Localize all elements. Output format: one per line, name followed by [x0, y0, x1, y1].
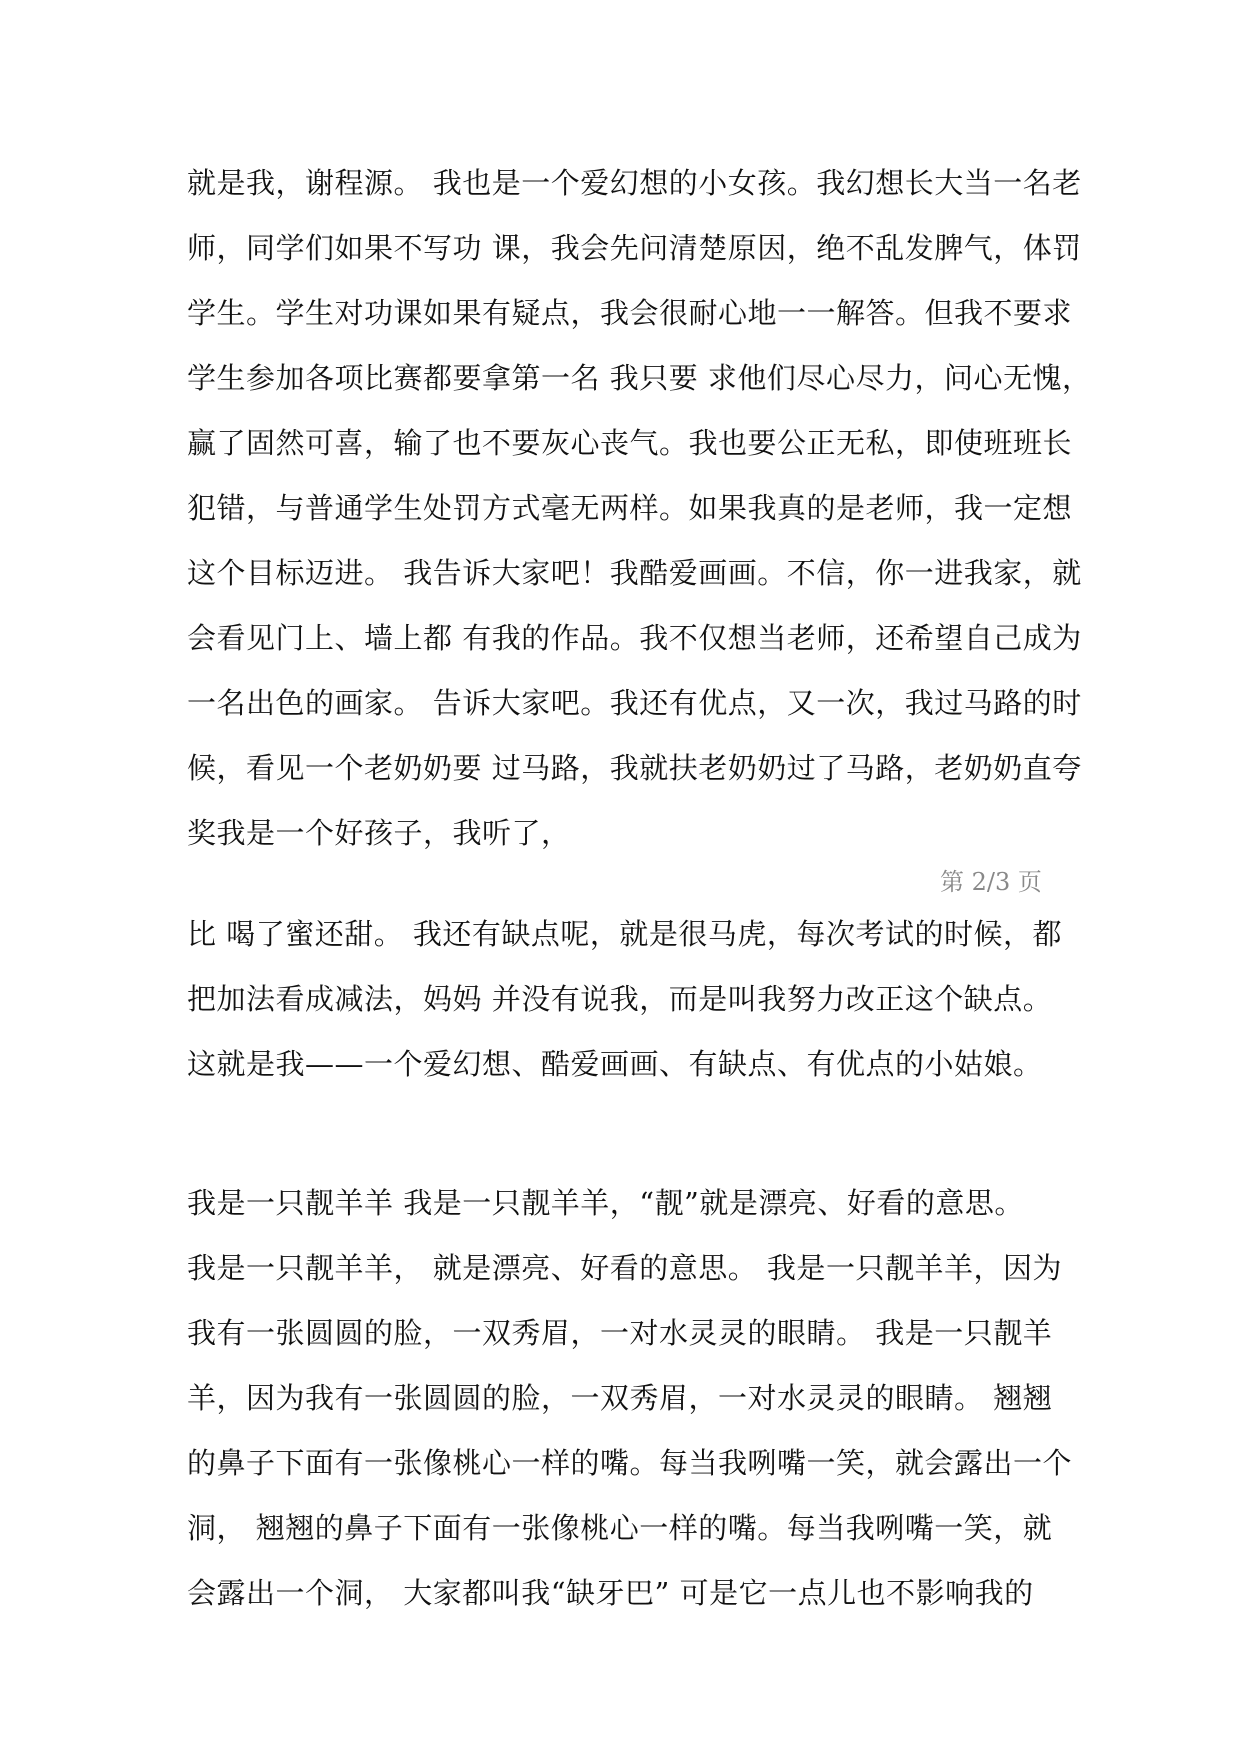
- text-line: 这个目标迈进。 我告诉大家吧！我酷爱画画。不信，你一进我家，就: [187, 556, 1082, 590]
- text-line: 会看见门上、墙上都 有我的作品。我不仅想当老师，还希望自己成为: [187, 621, 1082, 655]
- text-line: 赢了固然可喜，输了也不要灰心丧气。我也要公正无私，即使班班长: [187, 426, 1073, 460]
- text-line: 一名出色的画家。 告诉大家吧。我还有优点，又一次，我过马路的时: [187, 686, 1082, 720]
- text-line: 学生参加各项比赛都要拿第一名 我只要 求他们尽心尽力，问心无愧，: [187, 361, 1092, 395]
- text-line: 会露出一个洞， 大家都叫我“缺牙巴” 可是它一点儿也不影响我的: [187, 1576, 1034, 1610]
- text-line: 我有一张圆圆的脸，一双秀眉，一对水灵灵的眼睛。 我是一只靓羊: [187, 1316, 1053, 1350]
- text-line: 把加法看成减法，妈妈 并没有说我，而是叫我努力改正这个缺点。: [187, 982, 1053, 1016]
- text-line: 学生。学生对功课如果有疑点，我会很耐心地一一解答。但我不要求: [187, 296, 1073, 330]
- text-line: 我是一只靓羊羊 我是一只靓羊羊，“靓”就是漂亮、好看的意思。: [187, 1186, 1024, 1220]
- text-line: 这就是我——一个爱幻想、酷爱画画、有缺点、有优点的小姑娘。: [187, 1047, 1043, 1081]
- text-line: 犯错，与普通学生处罚方式毫无两样。如果我真的是老师，我一定想: [187, 491, 1073, 525]
- text-line: 奖我是一个好孩子，我听了，: [187, 816, 571, 850]
- text-line: 候，看见一个老奶奶要 过马路，我就扶老奶奶过了马路，老奶奶直夸: [187, 751, 1082, 785]
- text-line: 羊，因为我有一张圆圆的脸，一双秀眉，一对水灵灵的眼睛。 翘翘: [187, 1381, 1053, 1415]
- text-line: 比 喝了蜜还甜。 我还有缺点呢，就是很马虎，每次考试的时候，都: [187, 917, 1062, 951]
- text-line: 我是一只靓羊羊， 就是漂亮、好看的意思。 我是一只靓羊羊，因为: [187, 1251, 1062, 1285]
- text-line: 就是我，谢程源。 我也是一个爱幻想的小女孩。我幻想长大当一名老: [187, 166, 1082, 200]
- text-line: 师，同学们如果不写功 课，我会先问清楚原因，绝不乱发脾气，体罚: [187, 231, 1082, 265]
- text-line: 洞， 翘翘的鼻子下面有一张像桃心一样的嘴。每当我咧嘴一笑，就: [187, 1511, 1053, 1545]
- text-line: 的鼻子下面有一张像桃心一样的嘴。每当我咧嘴一笑，就会露出一个: [187, 1446, 1073, 1480]
- page-number: 第 2/3 页: [940, 868, 1042, 896]
